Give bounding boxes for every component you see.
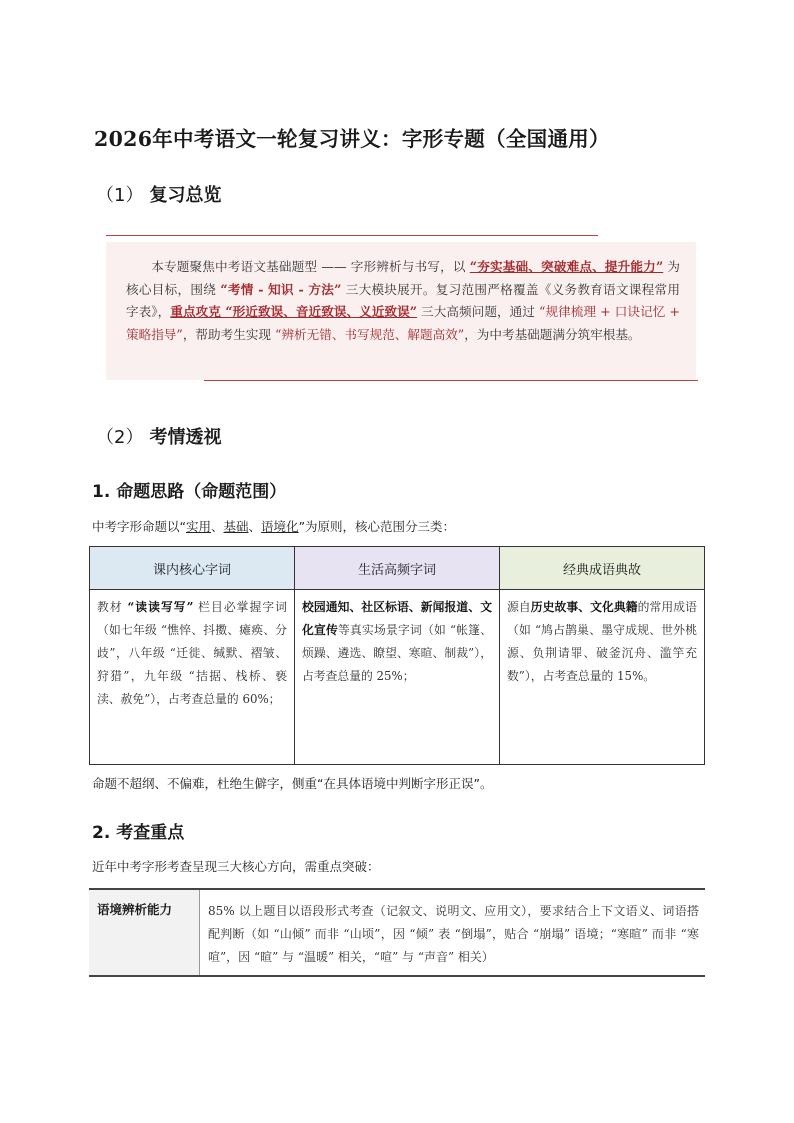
section-heading-overview <box>96 181 221 207</box>
table-cell <box>295 590 500 765</box>
intro-part: 、 <box>248 519 262 534</box>
cell-text: 教材 <box>97 600 128 614</box>
divider-top <box>106 235 598 236</box>
column-header: 课内核心字词 <box>90 547 295 590</box>
section-label: 考情透视 <box>149 427 222 448</box>
section-number: （1） <box>96 185 144 206</box>
note-paragraph: 命题不超纲、不偏难，杜绝生僻字，侧重“在具体语境中判断字形正误”。 <box>92 776 493 791</box>
cell-text: 源自 <box>507 600 531 614</box>
summary-part: 三大模块展开。复习范围严格覆盖《义务教育语文课程常用字表》， <box>126 281 680 319</box>
summary-highlight: 重点攻克 “形近致误、音近致误、义近致误” <box>170 304 418 319</box>
intro-part: 中考字形命题以“ <box>92 519 186 534</box>
section-heading-exam <box>96 423 221 449</box>
summary-part: ，为中考基础题满分筑牢根基。 <box>464 326 641 342</box>
intro-part: ”为原则，核心范围分三类： <box>298 519 456 534</box>
divider-bottom <box>204 380 698 381</box>
focus-key: 语境辨析能力 <box>89 889 200 976</box>
table-cell <box>90 590 295 765</box>
cell-emphasis: 历史故事、文化典籍 <box>530 600 638 614</box>
heading-zhongdian: 2. 考查重点 <box>92 823 185 843</box>
focus-value: 85% 以上题目以语段形式考查（记叙文、说明文、应用文），要求结合上下文语义、词语搭配判断（如 “山倾” 而非 “山顷”，因 “倾” 表 “倒塌”，贴合 “崩塌” 语境；“寒暄” 而非 “寒喧”，因 “暄” 与 “温暖” 相关，“喧” 与 “声音” 相关） <box>200 889 706 976</box>
summary-highlight: “夯实基础、突破难点、提升能力” <box>469 259 664 274</box>
section-number: （2） <box>96 427 144 448</box>
cell-text: 的常用成语（如 “鸠占鹊巢、墨守成规、世外桃源、负荆请罪、破釜沉舟、滥竽充数”），占考查总量的 15%。 <box>507 600 697 683</box>
intro-paragraph-2: 近年中考字形考查呈现三大核心方向，需重点突破： <box>92 859 380 874</box>
summary-part: 三大高频问题，通过 <box>421 304 535 319</box>
summary-part: 为核心目标，围绕 <box>126 259 680 297</box>
summary-highlight: “规律梳理 + 口诀记忆 + 策略指导” <box>126 304 680 342</box>
intro-keyword: 实用 <box>185 519 211 534</box>
section-label: 复习总览 <box>149 185 222 206</box>
summary-part: ，帮助考生实现 <box>182 326 271 342</box>
column-header: 经典成语典故 <box>500 547 705 590</box>
intro-part: 、 <box>211 519 224 534</box>
scope-table <box>89 546 705 765</box>
summary-part: 本专题聚焦中考语文基础题型 —— 字形辨析与书写，以 <box>151 259 466 274</box>
page-title: 2026年中考语文一轮复习讲义：字形专题（全国通用） <box>94 127 610 151</box>
focus-table <box>89 888 705 977</box>
intro-keyword: 语境化 <box>261 519 299 534</box>
intro-keyword: 基础 <box>223 519 249 534</box>
cell-text: 栏目必掌握字词（如七年级 “憔悴、抖擞、瘫痪、分歧”，八年级 “迁徙、缄默、褶皱、狩猎”，九年级 “拮据、栈桥、亵渎、赦免”），占考查总量的 60%； <box>97 600 287 706</box>
table-cell <box>500 590 705 765</box>
cell-emphasis: 校园通知、社区标语、新闻报道、文化宣传 <box>302 600 492 637</box>
summary-text <box>126 256 680 346</box>
column-header: 生活高频字词 <box>295 547 500 590</box>
summary-highlight: “考情 - 知识 - 方法” <box>220 281 342 297</box>
intro-paragraph <box>92 517 455 535</box>
cell-emphasis: “读读写写” <box>127 600 194 614</box>
heading-mingti: 1. 命题思路（命题范围） <box>92 482 287 502</box>
cell-text: 等真实场景字词（如 “帐篷、烦躁、遴选、瞭望、寒暄、制裁”），占考查总量的 25%； <box>302 623 492 683</box>
summary-highlight: “辨析无错、书写规范、解题高效” <box>275 326 465 342</box>
